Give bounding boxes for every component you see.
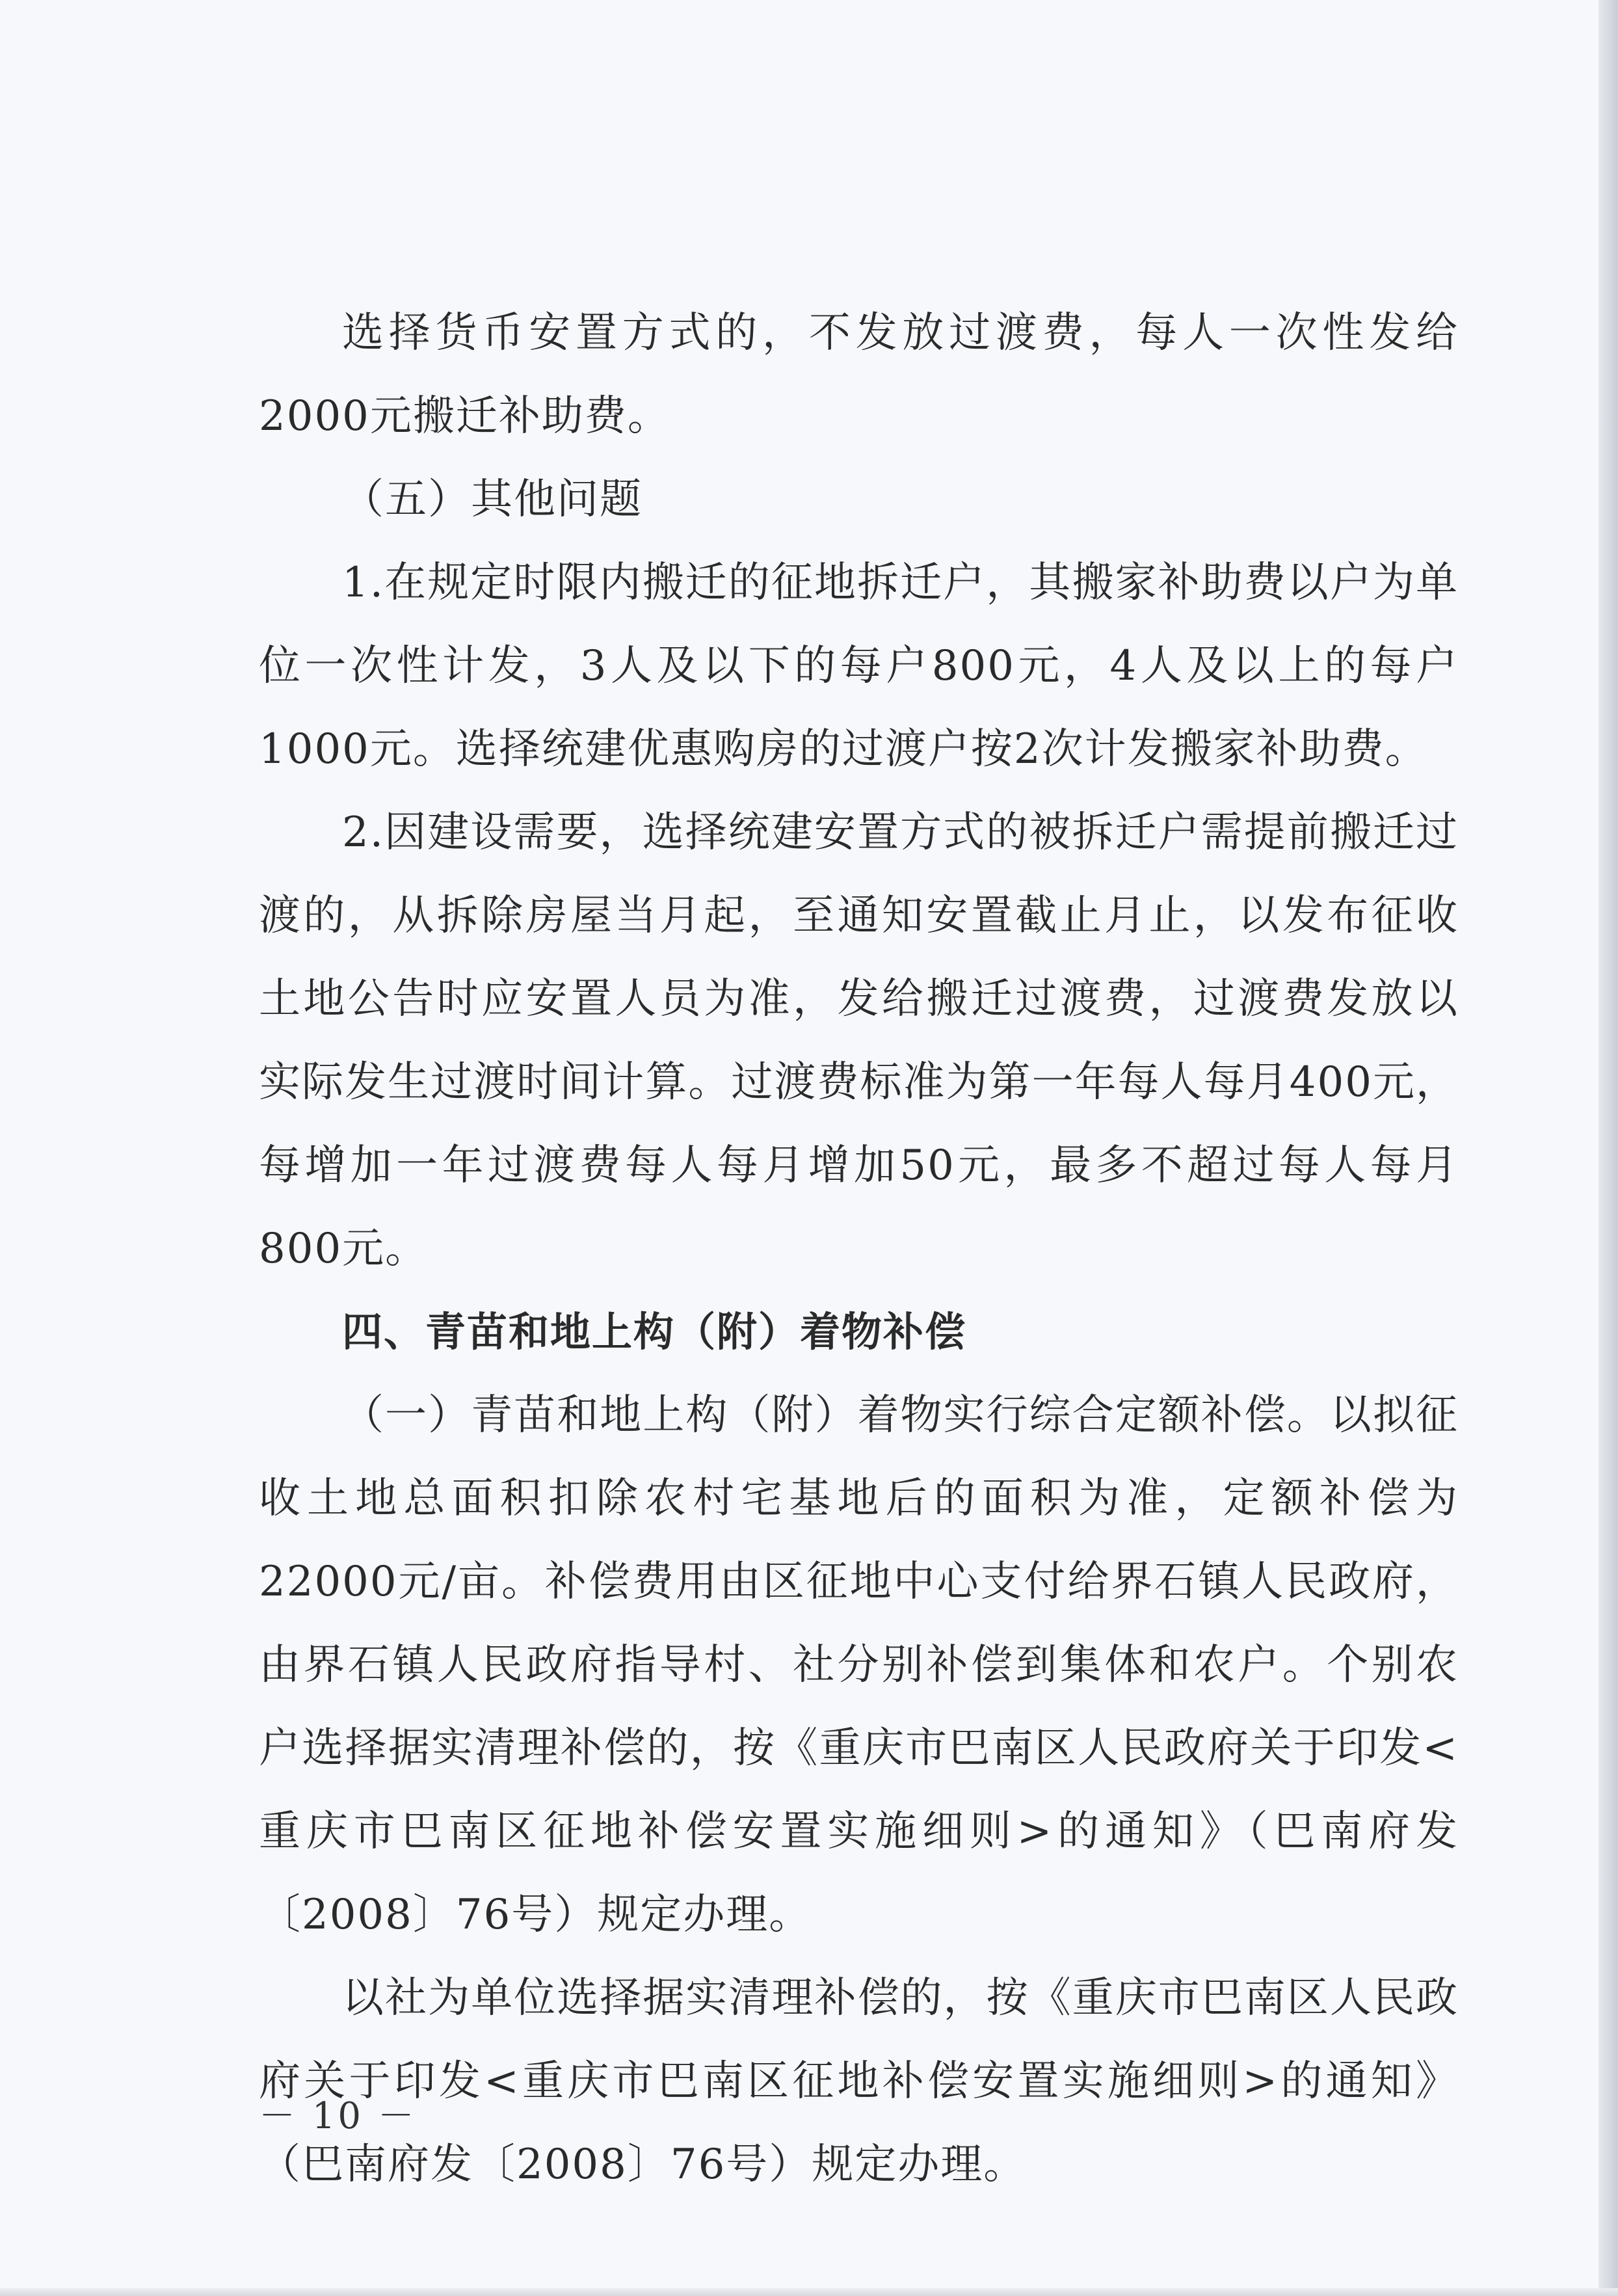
paragraph-cooperative-clearance: 以社为单位选择据实清理补偿的，按《重庆市巴南区人民政府关于印发<重庆市巴南区征地补偿安置实施细则>的通知》（巴南府发〔2008〕76号）规定办理。 (259, 1974, 1459, 2189)
page-number: － 10 － (259, 2095, 417, 2137)
page-bottom-edge (0, 2288, 1618, 2296)
page-edge-shadow (1598, 0, 1618, 2296)
subheading-other-issues: （五）其他问题 (342, 475, 643, 524)
document-body (259, 291, 1459, 2206)
paragraph-fixed-compensation: （一）青苗和地上构（附）着物实行综合定额补偿。以拟征收土地总面积扣除农村宅基地后的面积为准，定额补偿为22000元/亩。补偿费用由区征地中心支付给界石镇人民政府，由界石镇人民政府指导村、社分别补偿到集体和农户。个别农户选择据实清理补偿的，按《重庆市巴南区人民政府关于印发<重庆市巴南区征地补偿安置实施细则>的通知》（巴南府发〔2008〕76号）规定办理。 (259, 1391, 1459, 1939)
paragraph-transition-fee: 2.因建设需要，选择统建安置方式的被拆迁户需提前搬迁过渡的，从拆除房屋当月起，至通知安置截止月止，以发布征收土地公告时应安置人员为准，发给搬迁过渡费，过渡费发放以实际发生过渡时间计算。过渡费标准为第一年每人每月400元，每增加一年过渡费每人每月增加50元，最多不超过每人每月800元。 (259, 808, 1459, 1273)
paragraph-monetary-settlement: 选择货币安置方式的，不发放过渡费，每人一次性发给2000元搬迁补助费。 (259, 309, 1459, 440)
section-heading-crop-compensation: 四、青苗和地上构（附）着物补偿 (342, 1308, 967, 1355)
paragraph-relocation-subsidy: 1.在规定时限内搬迁的征地拆迁户，其搬家补助费以户为单位一次性计发，3人及以下的每户800元，4人及以上的每户1000元。选择统建优惠购房的过渡户按2次计发搬家补助费。 (259, 559, 1459, 773)
